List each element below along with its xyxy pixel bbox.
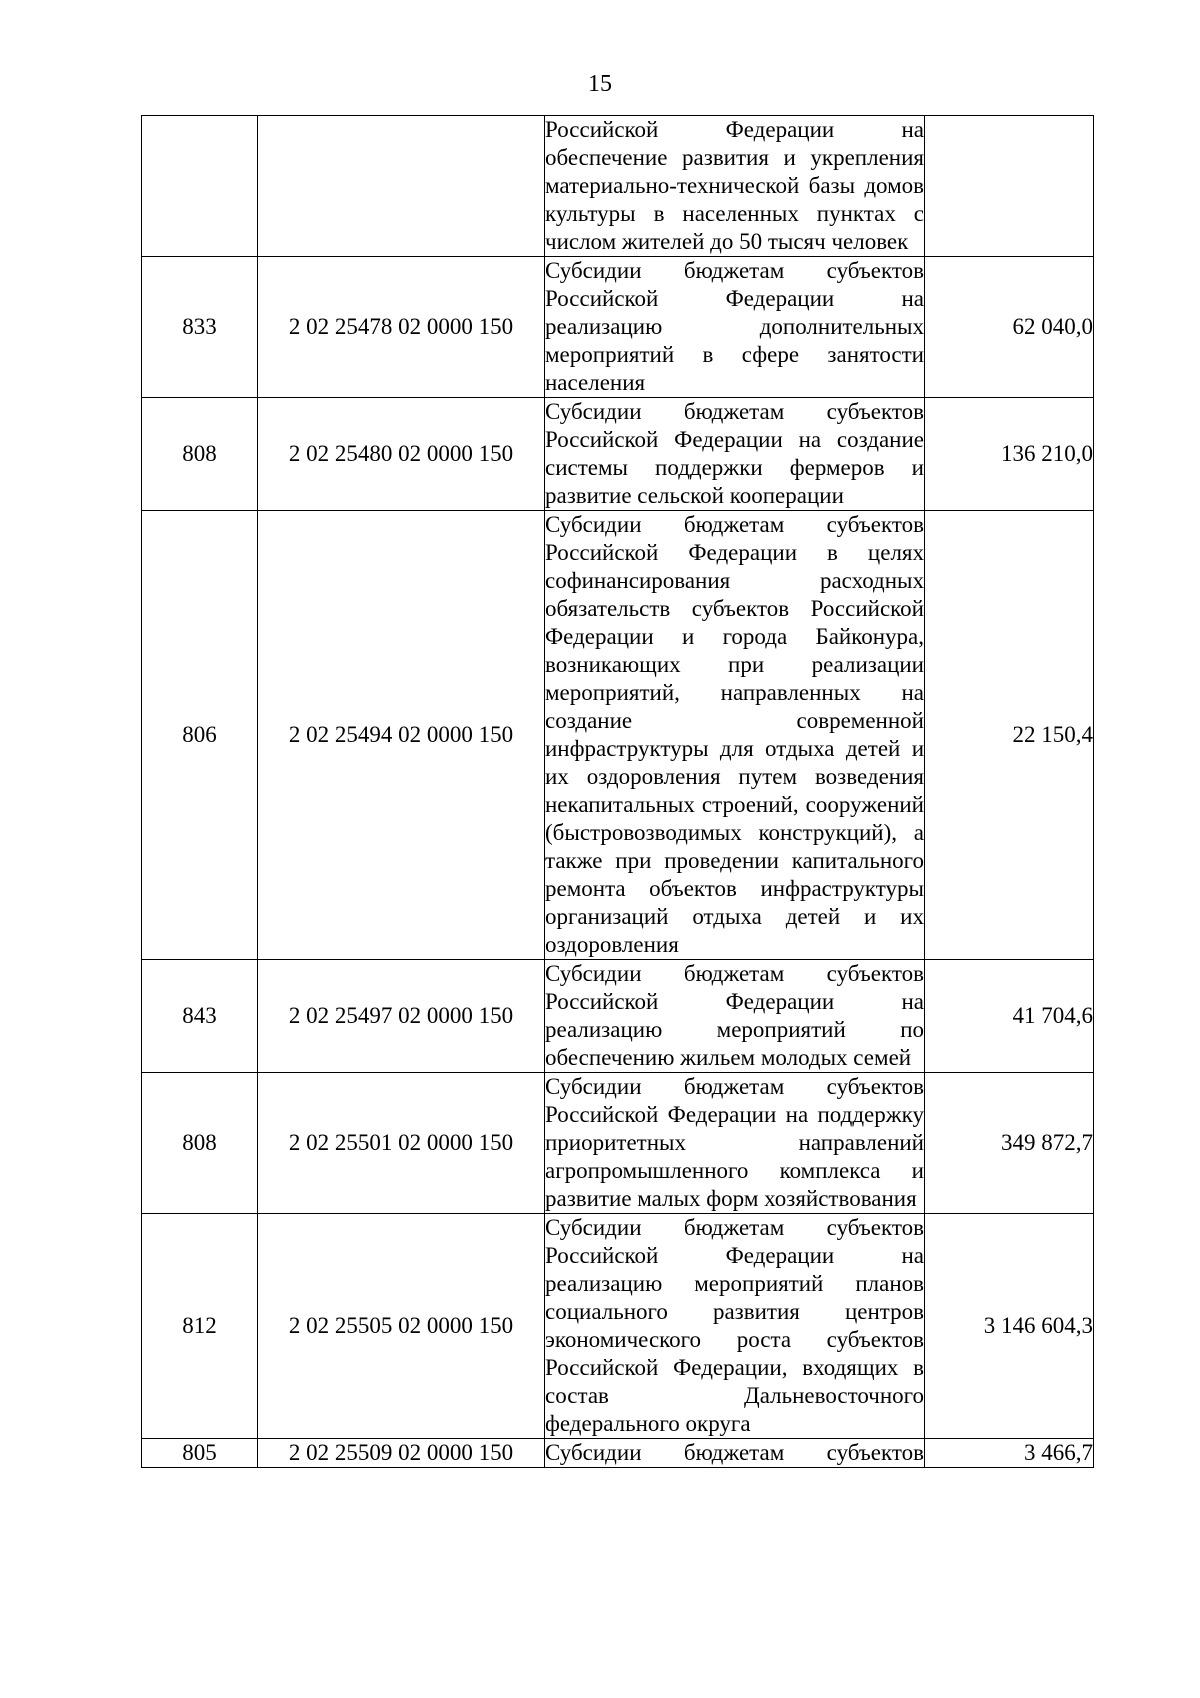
table-row — [142, 116, 1094, 257]
table-row — [142, 960, 1094, 1073]
income-description-cell: Субсидии бюджетам субъектов Российской Федерации на создание системы поддержки фермеров и развитие сельской кооперации — [545, 398, 925, 511]
budget-classification-code-cell — [258, 116, 545, 257]
table-row — [142, 1214, 1094, 1439]
amount-cell: 3 146 604,3 — [925, 1214, 1094, 1439]
table-row — [142, 398, 1094, 511]
admin-code-cell — [142, 116, 258, 257]
budget-classification-code-cell: 2 02 25501 02 0000 150 — [258, 1073, 545, 1214]
income-description-cell: Субсидии бюджетам субъектов Российской Федерации на реализацию мероприятий по обеспечению жильем молодых семей — [545, 960, 925, 1073]
amount-cell: 136 210,0 — [925, 398, 1094, 511]
budget-classification-code-cell: 2 02 25478 02 0000 150 — [258, 257, 545, 398]
admin-code-cell: 812 — [142, 1214, 258, 1439]
income-description-cell: Субсидии бюджетам субъектов — [545, 1439, 925, 1468]
budget-classification-code-cell: 2 02 25497 02 0000 150 — [258, 960, 545, 1073]
table-row — [142, 1439, 1094, 1468]
admin-code-cell: 808 — [142, 1073, 258, 1214]
amount-cell: 3 466,7 — [925, 1439, 1094, 1468]
admin-code-cell: 806 — [142, 511, 258, 960]
income-description-cell: Субсидии бюджетам субъектов Российской Федерации на реализацию мероприятий планов социального развития центров экономического роста субъектов Российской Федерации, входящих в состав Дальневосточного федерального округа — [545, 1214, 925, 1439]
table-row — [142, 511, 1094, 960]
amount-cell: 22 150,4 — [925, 511, 1094, 960]
income-description-cell: Субсидии бюджетам субъектов Российской Федерации на реализацию дополнительных мероприятий в сфере занятости населения — [545, 257, 925, 398]
admin-code-cell: 805 — [142, 1439, 258, 1468]
amount-cell — [925, 116, 1094, 257]
admin-code-cell: 833 — [142, 257, 258, 398]
admin-code-cell: 808 — [142, 398, 258, 511]
amount-cell: 349 872,7 — [925, 1073, 1094, 1214]
budget-classification-code-cell: 2 02 25505 02 0000 150 — [258, 1214, 545, 1439]
budget-classification-code-cell: 2 02 25480 02 0000 150 — [258, 398, 545, 511]
budget-classification-code-cell: 2 02 25509 02 0000 150 — [258, 1439, 545, 1468]
budget-revenue-table — [141, 115, 1094, 1468]
income-description-cell: Субсидии бюджетам субъектов Российской Федерации в целях софинансирования расходных обязательств субъектов Российской Федерации и города Байконура, возникающих при реализации мероприятий, направленных на создание современной инфраструктуры для отдыха детей и их оздоровления путем возведения некапитальных строений, сооружений (быстровозводимых конструкций), а также при проведении капитального ремонта объектов инфраструктуры организаций отдыха детей и их оздоровления — [545, 511, 925, 960]
income-description-cell: Субсидии бюджетам субъектов Российской Федерации на поддержку приоритетных направлений агропромышленного комплекса и развитие малых форм хозяйствования — [545, 1073, 925, 1214]
budget-classification-code-cell: 2 02 25494 02 0000 150 — [258, 511, 545, 960]
admin-code-cell: 843 — [142, 960, 258, 1073]
amount-cell: 62 040,0 — [925, 257, 1094, 398]
page-number: 15 — [588, 71, 612, 97]
table-row — [142, 257, 1094, 398]
income-description-cell: Российской Федерации на обеспечение развития и укрепления материально-технической базы домов культуры в населенных пунктах с числом жителей до 50 тысяч человек — [545, 116, 925, 257]
amount-cell: 41 704,6 — [925, 960, 1094, 1073]
table-row — [142, 1073, 1094, 1214]
